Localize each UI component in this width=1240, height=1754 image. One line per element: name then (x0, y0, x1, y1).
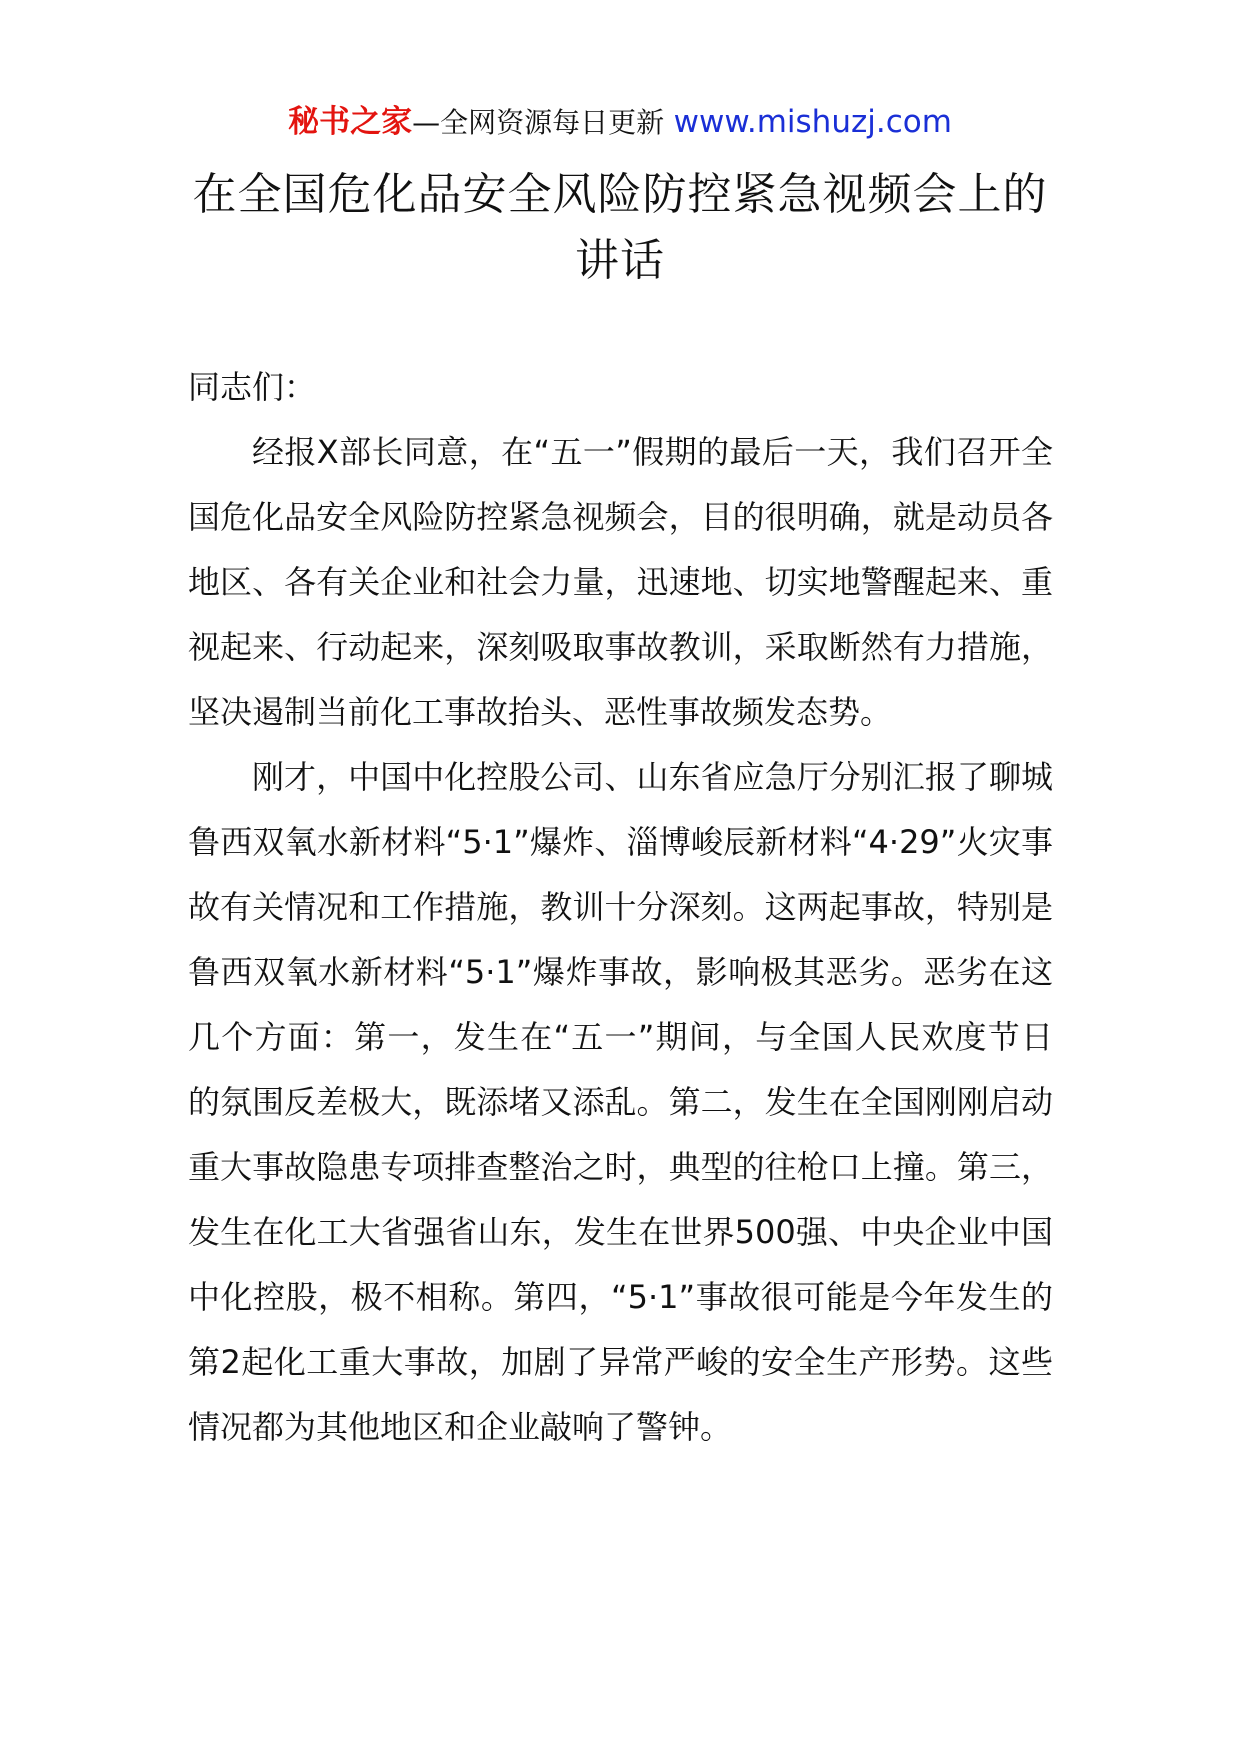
brand-name: 秘书之家 (288, 104, 413, 140)
paragraph-2: 刚才，中国中化控股公司、山东省应急厅分别汇报了聊城鲁西双氧水新材料“5·1”爆炸、淄博峻辰新材料“4·29”火灾事故有关情况和工作措施，教训十分深刻。这两起事故，特别是鲁西双氧水新材料“5·1”爆炸事故，影响极其恶劣。恶劣在这几个方面：第一，发生在“五一”期间，与全国人民欢度节日的氛围反差极大，既添堵又添乱。第二，发生在全国刚刚启动重大事故隐患专项排查整治之时，典型的往枪口上撞。第三，发生在化工大省强省山东，发生在世界500强、中央企业中国中化控股，极不相称。第四，“5·1”事故很可能是今年发生的第2起化工重大事故，加剧了异常严峻的安全生产形势。这些情况都为其他地区和企业敲响了警钟。 (188, 758, 1053, 1446)
site-header (0, 100, 1240, 145)
site-url-link[interactable]: www.mishuzj.com (673, 104, 952, 140)
document-body (188, 355, 1053, 1460)
paragraph-1: 经报X部长同意，在“五一”假期的最后一天，我们召开全国危化品安全风险防控紧急视频会，目的很明确，就是动员各地区、各有关企业和社会力量，迅速地、切实地警醒起来、重视起来、行动起来，深刻吸取事故教训，采取断然有力措施，坚决遏制当前化工事故抬头、恶性事故频发态势。 (188, 433, 1053, 731)
header-tagline: —全网资源每日更新 (412, 106, 665, 139)
salutation: 同志们： (188, 368, 317, 406)
document-title: 在全国危化品安全风险防控紧急视频会上的讲话 (192, 169, 1048, 286)
